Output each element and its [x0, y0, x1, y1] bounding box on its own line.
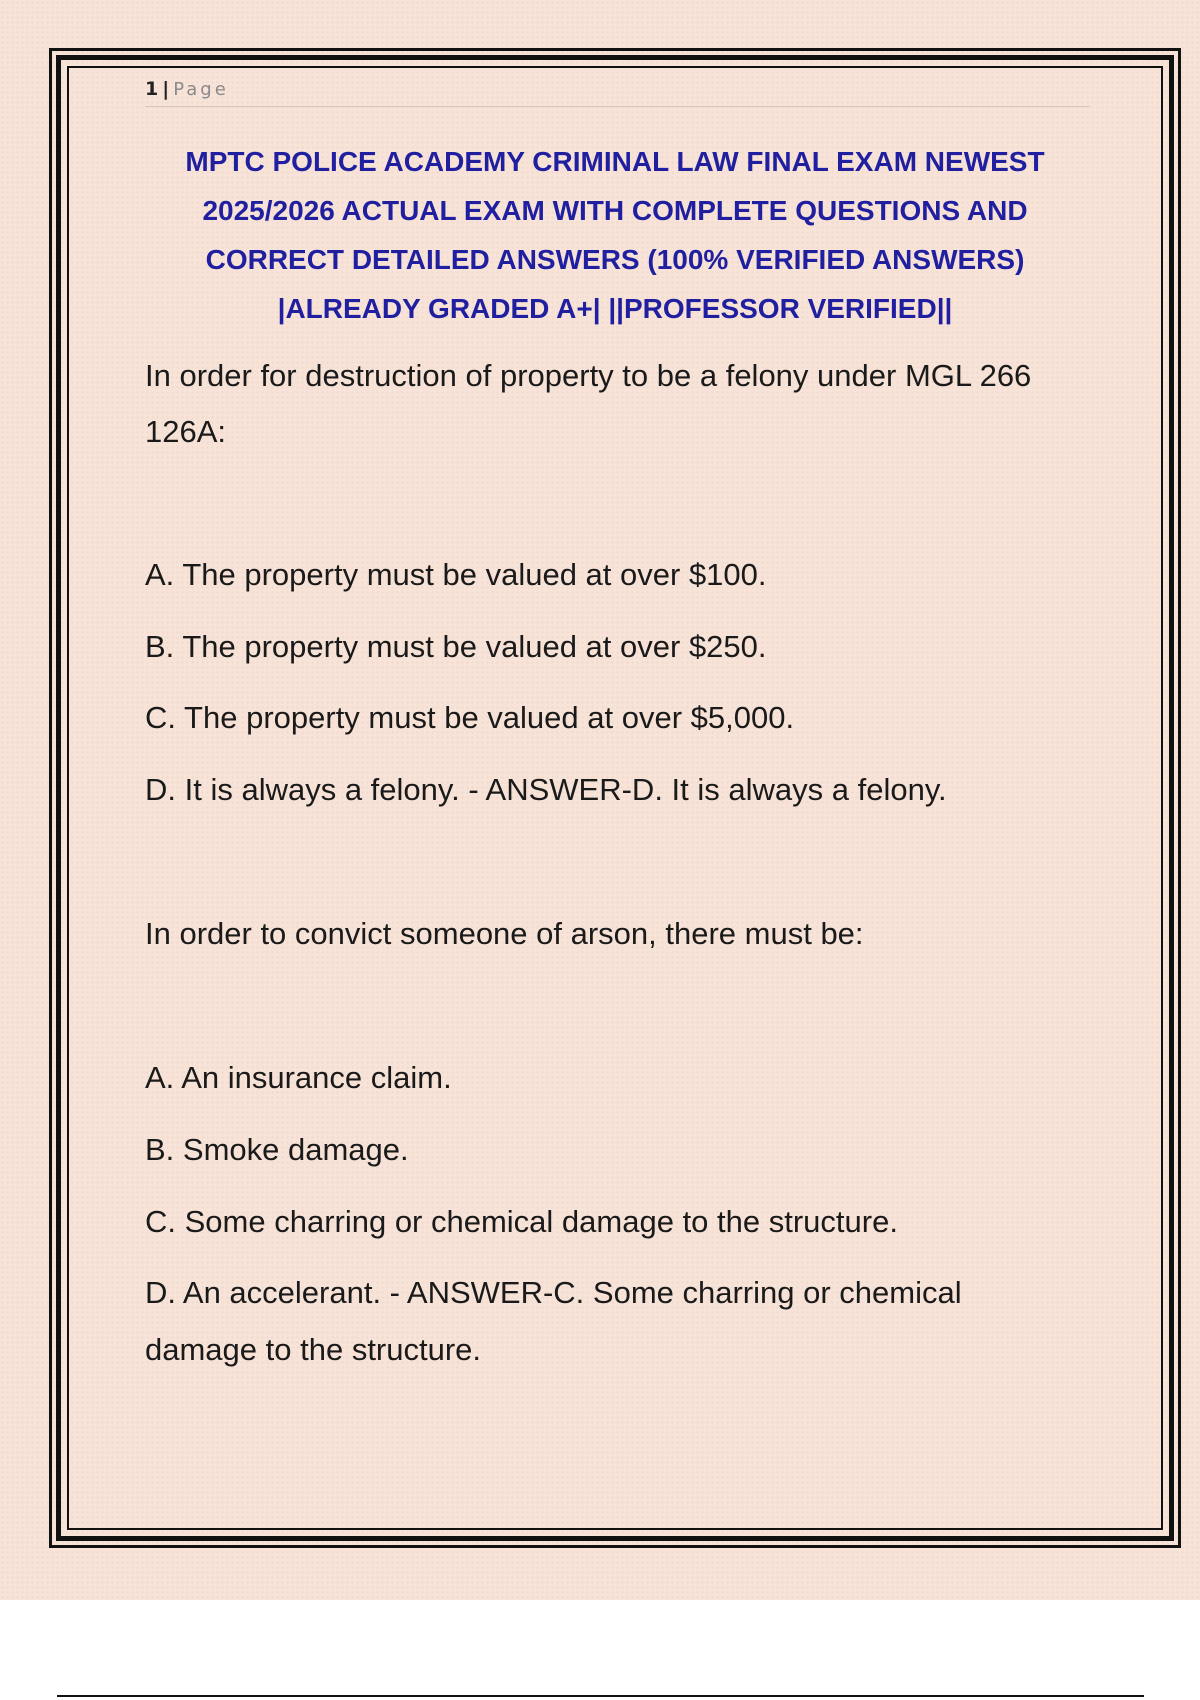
- page-header-separator: |: [162, 78, 170, 100]
- question-text: 126A:: [145, 414, 227, 449]
- answer-continuation: damage to the structure.: [145, 1332, 482, 1367]
- answer-option: C. Some charring or chemical damage to the structure.: [145, 1204, 898, 1239]
- answer-option: B. Smoke damage.: [145, 1132, 409, 1167]
- question-text: In order for destruction of property to be a felony under MGL 266: [145, 358, 1032, 393]
- title-line: MPTC POLICE ACADEMY CRIMINAL LAW FINAL EXAM NEWEST: [185, 146, 1045, 177]
- footer-rule: [57, 1695, 1144, 1697]
- answer-option: A. An insurance claim.: [145, 1060, 452, 1095]
- title-line: 2025/2026 ACTUAL EXAM WITH COMPLETE QUESTIONS AND: [202, 195, 1028, 226]
- question-text: In order to convict someone of arson, there must be:: [145, 916, 864, 951]
- answer-option: B. The property must be valued at over $250.: [145, 629, 767, 664]
- title-line: CORRECT DETAILED ANSWERS (100% VERIFIED ANSWERS): [205, 244, 1025, 275]
- page-header: [145, 72, 1090, 107]
- title-line: |ALREADY GRADED A+| ||PROFESSOR VERIFIED||: [277, 293, 953, 324]
- document-title: [120, 137, 1110, 333]
- page-number: 1: [145, 78, 159, 100]
- answer-option: C. The property must be valued at over $5,000.: [145, 700, 795, 735]
- answer-option: A. The property must be valued at over $100.: [145, 557, 767, 592]
- answer-option-with-answer: D. It is always a felony. - ANSWER-D. It is always a felony.: [145, 772, 947, 807]
- answer-option-with-answer: D. An accelerant. - ANSWER-C. Some charring or chemical: [145, 1275, 962, 1310]
- page-header-label: Page: [173, 79, 229, 100]
